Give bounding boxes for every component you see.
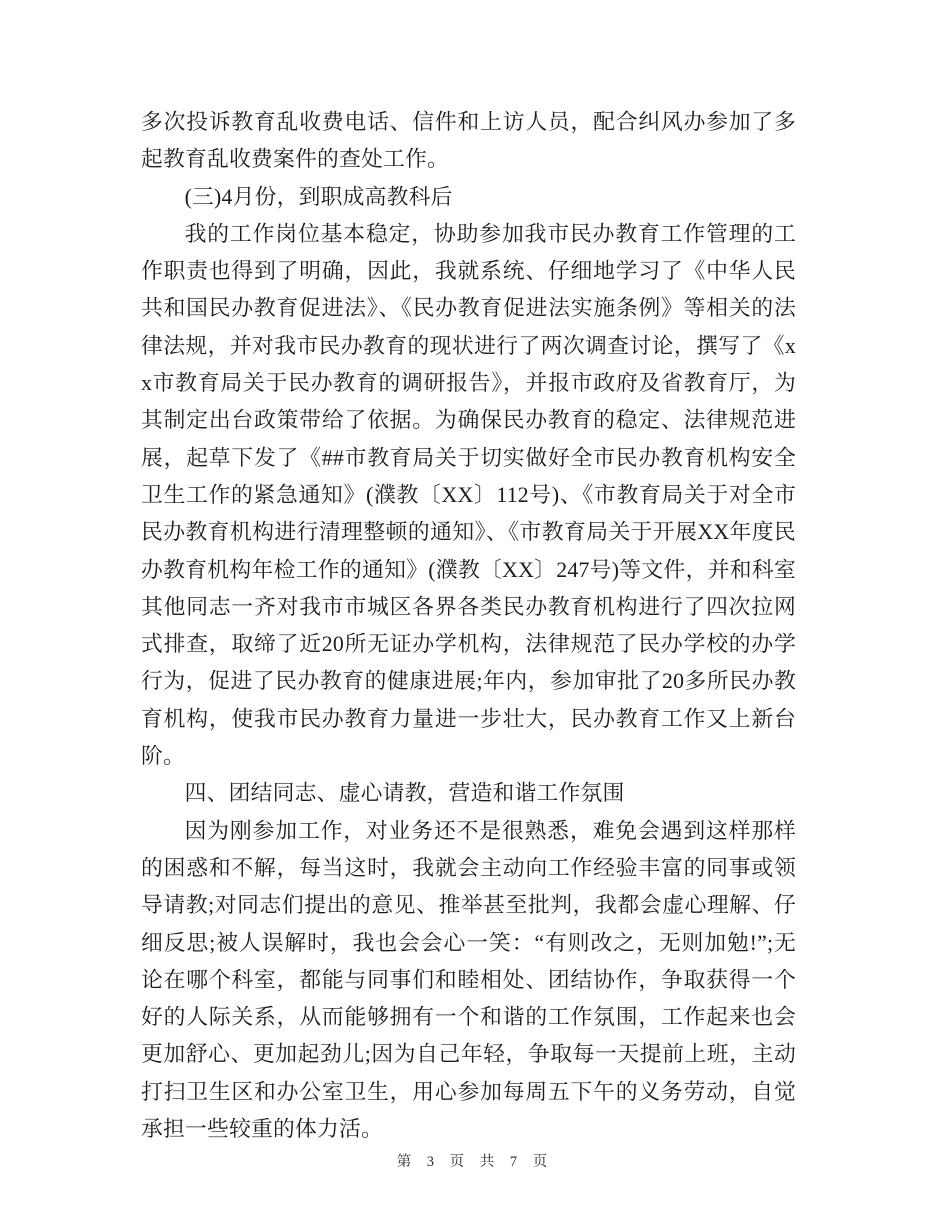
page-number-label: 第 3 页 共 7 页 xyxy=(396,1154,554,1170)
heading-section-3: (三)4月份，到职成高教科后 xyxy=(184,184,453,209)
paragraph-section-3: 我的工作岗位基本稳定，协助参加我市民办教育工作管理的工作职责也得到了明确，因此，我就系统、仔细地学习了《中华人民共和国民办教育促进法》、《民办教育促进法实施条例》等相关的法律法规，并对我市民办教育的现状进行了两次调查讨论，撰写了《xx市教育局关于民办教育的调研报告》，并报市政府及省教育厅，为其制定出台政策带给了依据。为确保民办教育的稳定、法律规范进展，起草下发了《##市教育局关于切实做好全市民办教育机构安全卫生工作的紧急通知》(濮教〔XX〕112号)、《市教育局关于对全市民办教育机构进行清理整顿的通知》、《市教育局关于开展XX年度民办教育机构年检工作的通知》(濮教〔XX〕247号)等文件，并和科室其他同志一齐对我市市城区各界各类民办教育机构进行了四次拉网式排查，取缔了近20所无证办学机构，法律规范了民办学校的办学行为，促进了民办教育的健康进展;年内，参加审批了20多所民办教育机构，使我市民办教育力量进一步壮大，民办教育工作又上新台阶。 xyxy=(141,221,796,769)
page-footer xyxy=(0,1150,950,1171)
document-body xyxy=(141,104,796,1148)
paragraph-section-4: 因为刚参加工作，对业务还不是很熟悉，难免会遇到这样那样的困惑和不解，每当这时，我就会主动向工作经验丰富的同事或领导请教;对同志们提出的意见、推举甚至批判，我都会虚心理解、仔细反思;被人误解时，我也会会心一笑：“有则改之，无则加勉!”;无论在哪个科室，都能与同事们和睦相处、团结协作，争取获得一个好的人际关系，从而能够拥有一个和谐的工作氛围，工作起来也会更加舒心、更加起劲儿;因为自己年轻，争取每一天提前上班，主动打扫卫生区和办公室卫生，用心参加每周五下午的义务劳动，自觉承担一些较重的体力活。 xyxy=(141,818,796,1142)
heading-section-4: 四、团结同志、虚心请教，营造和谐工作氛围 xyxy=(184,781,625,806)
paragraph-continuation: 多次投诉教育乱收费电话、信件和上访人员，配合纠风办参加了多起教育乱收费案件的查处工作。 xyxy=(141,110,796,172)
